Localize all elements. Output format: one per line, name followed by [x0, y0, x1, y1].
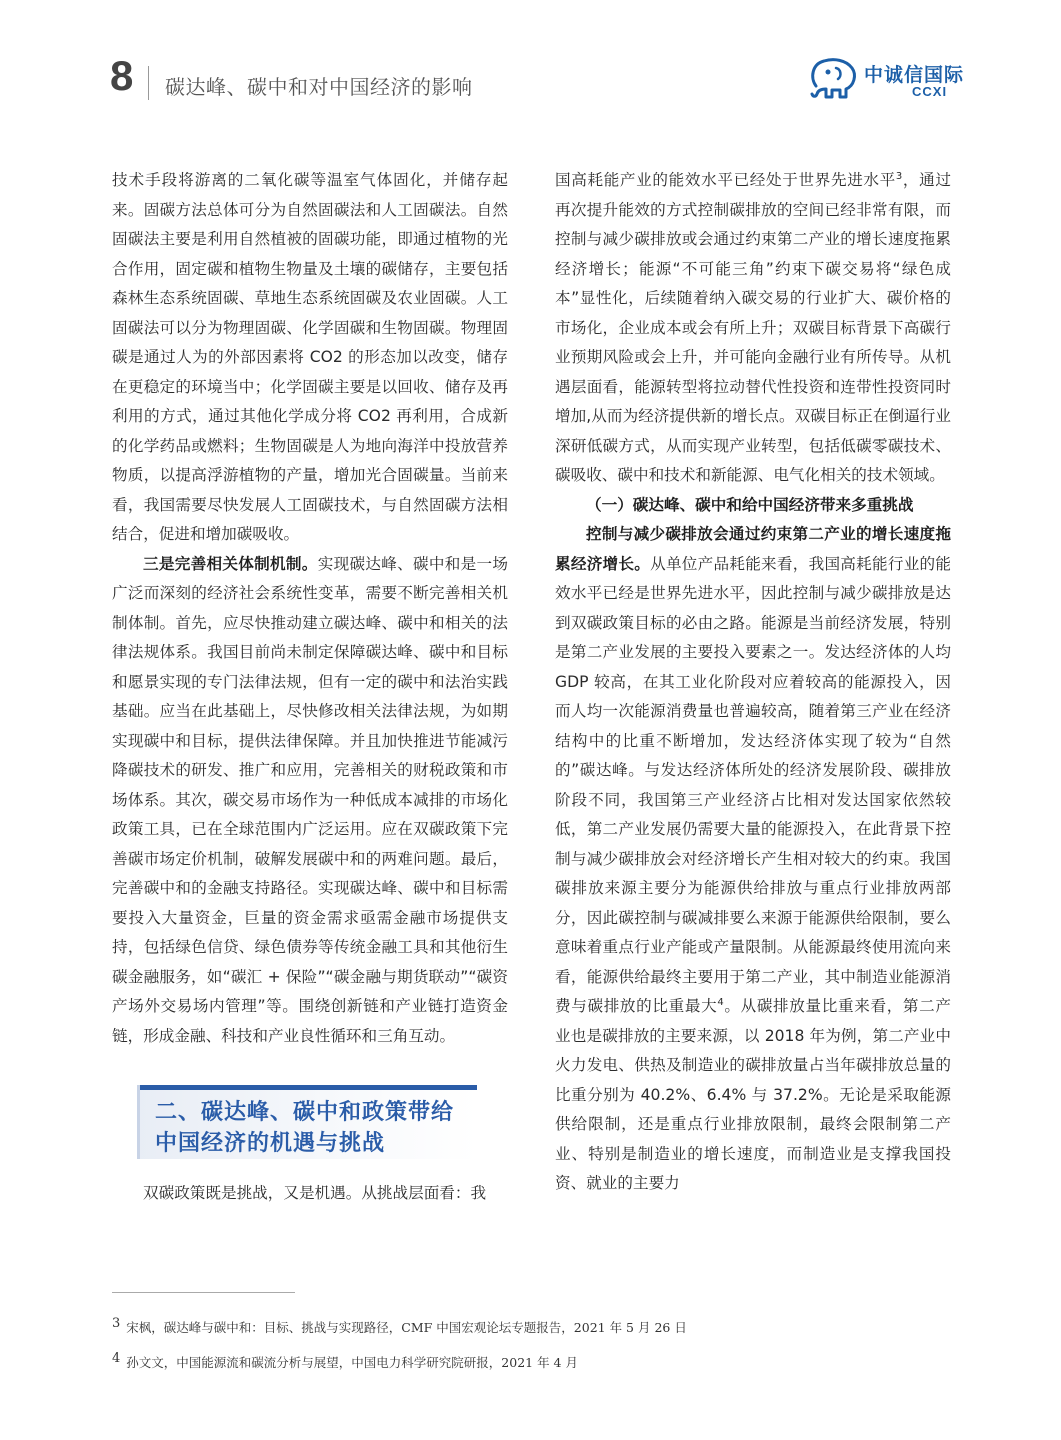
subsection-heading: （一）碳达峰、碳中和给中国经济带来多重挑战	[586, 495, 914, 514]
left-paragraph-3: 双碳政策既是挑战，又是机遇。从挑战层面看：我	[143, 1184, 487, 1202]
section-heading-top-bar	[137, 1085, 477, 1090]
right-paragraph-2-lead: 控制与减少碳排放会通过约束第二产业的增长速度拖累经济增长。	[555, 525, 951, 573]
page-header	[0, 0, 1061, 110]
footnote-ref-3: 3	[895, 170, 903, 182]
left-paragraph-1: 技术手段将游离的二氧化碳等温室气体固化，并储存起来。固碳方法总体可分为自然固碳法和人工固碳法。自然固碳法主要是利用自然植被的固碳功能，即通过植物的光合作用，固定碳和植物生物量及土壤的碳储存，主要包括森林生态系统固碳、草地生态系统固碳及农业固碳。人工固碳法可以分为物理固碳、化学固碳和生物固碳。物理固碳是通过人为的外部因素将 CO2 的形态加以改变，储存在更稳定的环境当中；化学固碳主要是以回收、储存及再利用的方式，通过其他化学成分将 CO2 再利用，合成新的化学药品或燃料；生物固碳是人为地向海洋中投放营养物质，以提高浮游植物的产量，增加光合固碳量。当前来看，我国需要尽快发展人工固碳技术，与自然固碳方法相结合，促进和增加碳吸收。	[112, 171, 508, 543]
elephant-logo-icon	[808, 56, 860, 102]
logo-english-name: CCXI	[912, 84, 948, 99]
section-heading	[155, 1097, 454, 1159]
running-title: 碳达峰、碳中和对中国经济的影响	[165, 75, 473, 99]
right-paragraph-2	[555, 520, 951, 1199]
footnote-3	[112, 1316, 687, 1336]
section-heading-side-bar	[137, 1085, 140, 1159]
right-paragraph-2-a: 从单位产品耗能来看，我国高耗能行业的能效水平已经是世界先进水平，因此控制与减少碳排放是达到双碳政策目标的必由之路。能源是当前经济发展，特别是第二产业发展的主要投入要素之一。发达经济体的人均 GDP 较高，在其工业化阶段对应着较高的能源投入，因而人均一次能源消费量也普遍较高，随着第三产业在经济结构中的比重不断增加，发达经济体实现了较为“自然的”碳达峰。与发达经济体所处的经济发展阶段、碳排放阶段不同，我国第三产业经济占比相对发达国家依然较低，第二产业发展仍需要大量的能源投入，在此背景下控制与减少碳排放会对经济增长产生相对较大的约束。我国碳排放来源主要分为能源供给排放与重点行业排放两部分，因此碳控制与碳减排要么来源于能源供给限制，要么意味着重点行业产能或产量限制。从能源最终使用流向来看，能源供给最终主要用于第二产业，其中制造业能源消费与碳排放的比重最大	[555, 554, 951, 1015]
footnote-ref-4: 4	[717, 996, 724, 1008]
logo-chinese-name: 中诚信国际	[864, 64, 965, 86]
footnote-divider	[112, 1292, 295, 1293]
footnote-4-number: 4	[112, 1351, 121, 1366]
right-paragraph-1	[555, 166, 951, 491]
footnote-4-text: 孙文文，中国能源流和碳流分析与展望，中国电力科学研究院研报，2021 年 4 月	[126, 1355, 578, 1371]
footnote-3-text: 宋枫，碳达峰与碳中和：目标、挑战与实现路径，CMF 中国宏观论坛专题报告，2021 年 5 月 26 日	[126, 1320, 687, 1336]
right-column	[555, 166, 951, 1199]
right-paragraph-1-b: ，通过再次提升能效的方式控制碳排放的空间已经非常有限，而控制与减少碳排放或会通过约束第二产业的增长速度拖累经济增长；能源“不可能三角”约束下碳交易将“绿色成本”显性化，后续随着纳入碳交易的行业扩大、碳价格的市场化，企业成本或会有所上升；双碳目标背景下高碳行业预期风险或会上升，并可能向金融行业有所传导。从机遇层面看，能源转型将拉动替代性投资和连带性投资同时增加,从而为经济提供新的增长点。双碳目标正在倒逼行业深研低碳方式，从而实现产业转型，包括低碳零碳技术、碳吸收、碳中和技术和新能源、电气化相关的技术领域。	[555, 171, 951, 484]
section-heading-box	[137, 1085, 477, 1159]
company-logo	[808, 56, 968, 106]
header-divider	[148, 66, 149, 100]
section-heading-line-2: 中国经济的机遇与挑战	[155, 1131, 386, 1156]
left-column	[112, 166, 508, 1209]
section-heading-line-1: 二、碳达峰、碳中和政策带给	[155, 1100, 455, 1125]
left-paragraph-2-body: 实现碳达峰、碳中和是一场广泛而深刻的经济社会系统性变革，需要不断完善相关机制体制。首先，应尽快推动建立碳达峰、碳中和相关的法律法规体系。我国目前尚未制定保障碳达峰、碳中和目标和愿景实现的专门法律法规，但有一定的碳中和法治实践基础。应当在此基础上，尽快修改相关法律法规，为如期实现碳中和目标，提供法律保障。并且加快推进节能减污降碳技术的研发、推广和应用，完善相关的财税政策和市场体系。其次，碳交易市场作为一种低成本减排的市场化政策工具，已在全球范围内广泛运用。应在双碳政策下完善碳市场定价机制，破解发展碳中和的两难问题。最后，完善碳中和的金融支持路径。实现碳达峰、碳中和目标需要投入大量资金，巨量的资金需求亟需金融市场提供支持，包括绿色信贷、绿色债券等传统金融工具和其他衍生碳金融服务，如“碳汇 + 保险”“碳金融与期货联动”“碳资产场外交易场内管理”等。围绕创新链和产业链打造资金链，形成金融、科技和产业良性循环和三角互动。	[112, 554, 508, 1045]
left-paragraph-2	[112, 550, 508, 1052]
right-paragraph-1-a: 国高耗能产业的能效水平已经处于世界先进水平	[555, 171, 896, 189]
footnote-3-number: 3	[112, 1316, 121, 1331]
left-paragraph-2-lead: 三是完善相关体制机制。	[143, 554, 318, 573]
page-number: 8	[110, 52, 134, 99]
right-paragraph-2-b: 。从碳排放量比重来看，第二产业也是碳排放的主要来源，以 2018 年为例，第二产业中火力发电、供热及制造业的碳排放量占当年碳排放总量的比重分别为 40.2%、6.4% 与 37.2%。无论是采取能源供给限制，还是重点行业排放限制，最终会限制第二产业、特别是制造业的增长速度，而制造业是支撑我国投资、就业的主要力	[555, 997, 951, 1192]
footnote-4	[112, 1351, 578, 1371]
